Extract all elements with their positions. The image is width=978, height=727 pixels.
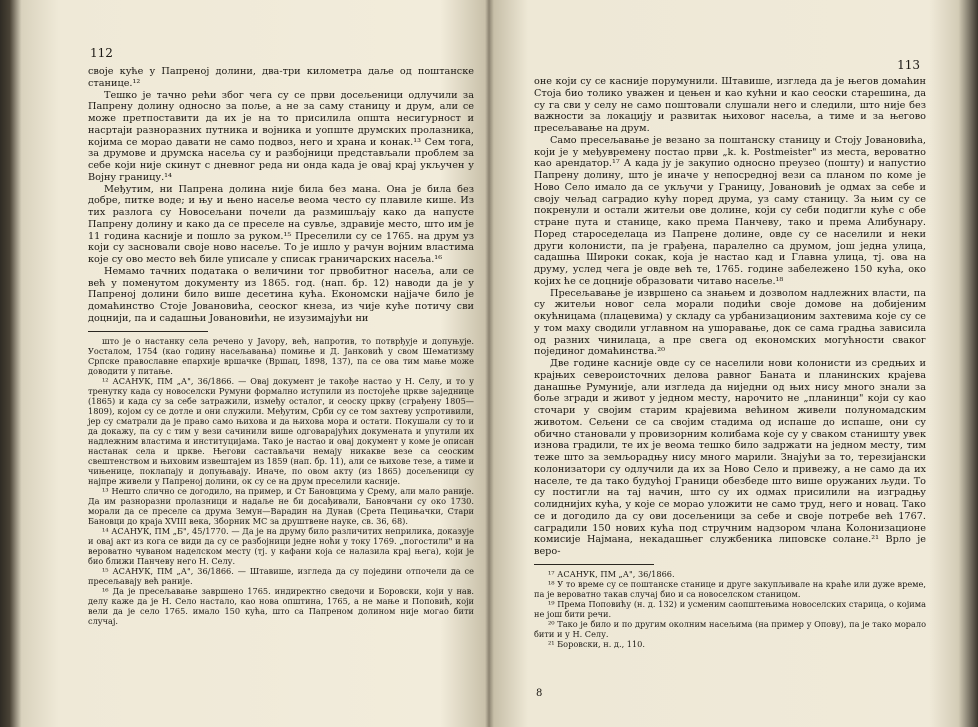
page-number: 112 (90, 46, 113, 60)
paragraph: Међутим, ни Папрена долина није била без мана. Она је била без добре, питке воде; и њу и њено насеље веома често су плавиле кише. Из тих разлога су Новосељани почели да размишљају како да напусте Папрену долину и како да се преселе на сувље, здравије место, што им је 11 година касније и пошло за руком.¹⁵ Преселили су се 1765. на друм уз који су засновали своје ново насеље. То је ишло у рачун војним властима које су ово место већ биле уписале у списак граничарских насеља.¹⁶ (88, 183, 474, 265)
paragraph: Пресељавање је извршено са знањем и дозволом надлежних власти, па су житељи новог села морали подићи своје домове на добијеним окућницама (плацевима) у складу са урбанизационим захтевима које су се у том маху сводили углавном на ушоравање, док се сама градња зависила од разних чинилаца, а пре свега од економских могућности сваког појединог домаћинства.²⁰ (534, 287, 926, 358)
paragraph: Тешко је тачно рећи због чега су се први досељеници одлучили за Папрену долину односно за поље, а не за саму станицу и друм, али се може претпоставити да их је на то присилила општа несигурност и насртаји разноразних путника и војника и уопште друмских пролазника, којима се морао давати не само подвоз, него и храна и конак.¹³ Сем тога, за друмове и друмска насеља су и разбојници представљали проблем за себе који није скинут с дневног реда ни онда када је овај крај укључен у Војну границу.¹⁴ (88, 89, 474, 183)
footnotes (534, 569, 926, 649)
paragraph: оне који су се касније порумунили. Штавише, изгледа да је његов домаћин Стоја био толико уважен и цењен и као кућни и као сеоски старешина, да су га сви у селу не само поштовали слушали него и следили, што није без важности за локацију и развитак њиховог насеља, а тиме и за његово пресељавање на друм. (534, 76, 926, 134)
paragraph: Две године касније овде су се населили нови колонисти из средњих и крајњих североисточних делова равног Баната и планинских крајева данашње Румуније, али изгледа да ниједни од њих нису много знали за боље згради и живот у једном месту, нарочито не „планинци" који су као сточари у својим старим крајевима већином живели полуномадским животом. Сељени се са својим стадима од испаше до испаше, они су обично становали у провизорним колибама које су у сваком станишту увек изнова градили, те их је веома тешко било задржати на једном месту, тим теже што за земљорадњу нису много марили. Знајући за то, терезијански колонизатори су одлучили да их за Ново Село и привежу, а не само да их населе, те да тако будућој Граници обезбеде што више оружаних људи. То су постигли на тај начин, што су их одмах присилили на изградњу солиднијих кућа, у које се морао уложити не само труд, него и новац. Тако се и догодило да су ови досељеници за себе и своје потребе већ 1767. саградили 150 нових кућа под стручним надзором члана Колонизационе комисије Најмана, некадашњег службеника липовске солане.²¹ Врло је веро- (534, 358, 926, 557)
right-page (528, 0, 934, 727)
footnote: ¹³ Нешто слично се догодило, на пример, и Ст Бановцима у Срему, али мало раније. Да им разноразни пролазници и надаље не би досађивали, Бановчани су око 1730. морали да се преселе са друма Земун—Варадин на Дунав (Срета Пецињачки, Стари Бановци до краја XVIII века, Зборник МС за друштвене науке, св. 36, 68). (88, 485, 474, 526)
page-body (534, 76, 926, 649)
footnotes (88, 336, 474, 626)
footnote: ¹⁹ Према Поповићу (н. д. 132) и усменим саопштењима новоселских старица, о којима не још бити речи. (534, 598, 926, 619)
page-number: 113 (897, 58, 920, 72)
paragraph: своје куће у Папреној долини, два-три километра даље од поштанске станице.¹² (88, 66, 474, 89)
footnote: ¹⁸ У то време су се поштанске станице и друге закупљивале на краће или дуже време, па је вероватно такав случај био и са новоселском станицом. (534, 578, 926, 599)
footnote-rule (534, 564, 654, 565)
footnote: ¹⁶ Да је пресељавање завршено 1765. индиректно сведочи и Боровски, који у нав. делу каже да је Н. Село настало, као нова општина, 1765, а не мање и Поповић, који вели да је село 1765. имало 150 кућа, што са Папреном долином није могао бити случај. (88, 585, 474, 626)
signature-mark: 8 (536, 688, 543, 699)
paragraph: Немамо тачних података о величини тог првобитног насеља, али се већ у поменутом документу из 1865. год. (нап. бр. 12) наводи да је у Папреној долини било више десетина кућа. Економски најјаче било је домаћинство Стоје Јовановића, сеоског кнеза, из чије куће потичу сви доцнији, па и садашњи Јовановићи, не изузимајући ни (88, 265, 474, 324)
footnote: што је о настанку села речено у Javoру, већ, напротив, то потврђује и допуњује. Уосталом, 1754 (као годину насељавања) помиње и Д. Јанковић у свом Шематизму Српске православне епархије вршачке (Вршац, 1898, 137), па се ова тим мање може доводити у питање. (88, 335, 474, 376)
paragraph: Само пресељавање је везано за поштанску станицу и Стоју Јовановића, који је у међувремену постао први „k. k. Postmeister" из места, вероватно као арендатор.¹⁷ А када ју је закупио односно преузео (пошту) и напустио Папрену долину, што је иначе у непосредној вези са планом по коме је Ново Село имало да се укључи у Границу, Јовановић је одмах за себе и своју чељад саградио кућу поред друма, уз саму станицу. За њим су се покренули и остали житељи ове долине, који су себи подигли куће с обе стране пута и станице, како према Панчеву, тако и према Алибунару. Поред староседелаца из Папрене долине, овде су се населили и неки други колонисти, па је грађена, паралелно са друмом, још једна улица, садашња Широки сокак, која је настао кад и Главна улица, тј. ова на друму, услед чега је овде већ те, 1765. године забележено 150 кућа, око којих ће се доцније образовати читаво насеље.¹⁸ (534, 134, 926, 287)
footnote: ¹⁴ АСАНУК, ПМ „Б", 45/1770. — Да је на друму било различитих неприлика, доказује и овај акт из кога се види да су се разбојници једне ноћи у току 1769. „погостили" и на вероватно чуваном наделском месту (тј. у кафани која се налазила крај њега), који је био ближи Панчеву него Н. Селу. (88, 525, 474, 566)
left-page (68, 0, 478, 727)
footnote: ²⁰ Тако је било и по другим околним насељима (на пример у Опову), па је тако морало бити и у Н. Селу. (534, 618, 926, 639)
page-body (88, 66, 474, 626)
footnote: ¹⁵ АСАНУК, ПМ „А", 36/1866. — Штавише, изгледа да су поједини отпочели да се пресељавају већ раније. (88, 565, 474, 586)
footnote: ¹² АСАНУК, ПМ „А", 36/1866. — Овај документ је такође настао у Н. Селу, и то у тренутку када су новоселски Румуни формално иступили из постојеће цркве заједнице (1865) и када су за себе затражили, између осталог, и сеоску цркву (сграђену 1805—1809), којом су се дотле и они служили. Међутим, Срби су се том захтеву успротивили, јер су сматрали да је право само њихова и да њихова мора и остати. Покушали су то и да докажу, па су с тим у вези сачинили више одговарајућих докумената и упутили их надлежним властима и институцијама. Тако је настао и овај документ у коме је описан настанак села и цркве. Његови састављачи немају никакве везе са сеоским свештенством и њиховим извештајем из 1859 (нап. бр. 11), али се њихове тезе, а тиме и чињенице, поклапају и допуњавају. Иначе, по овом акту (из 1865) досељеници су најпре живели у Папреној долини, ок су се на друм преселили касније. (88, 375, 474, 486)
footnote: ²¹ Боровски, н. д., 110. (548, 638, 645, 649)
footnote: ¹⁷ АСАНУК, ПМ „А", 36/1866. (548, 568, 675, 579)
footnote-rule (88, 331, 208, 332)
